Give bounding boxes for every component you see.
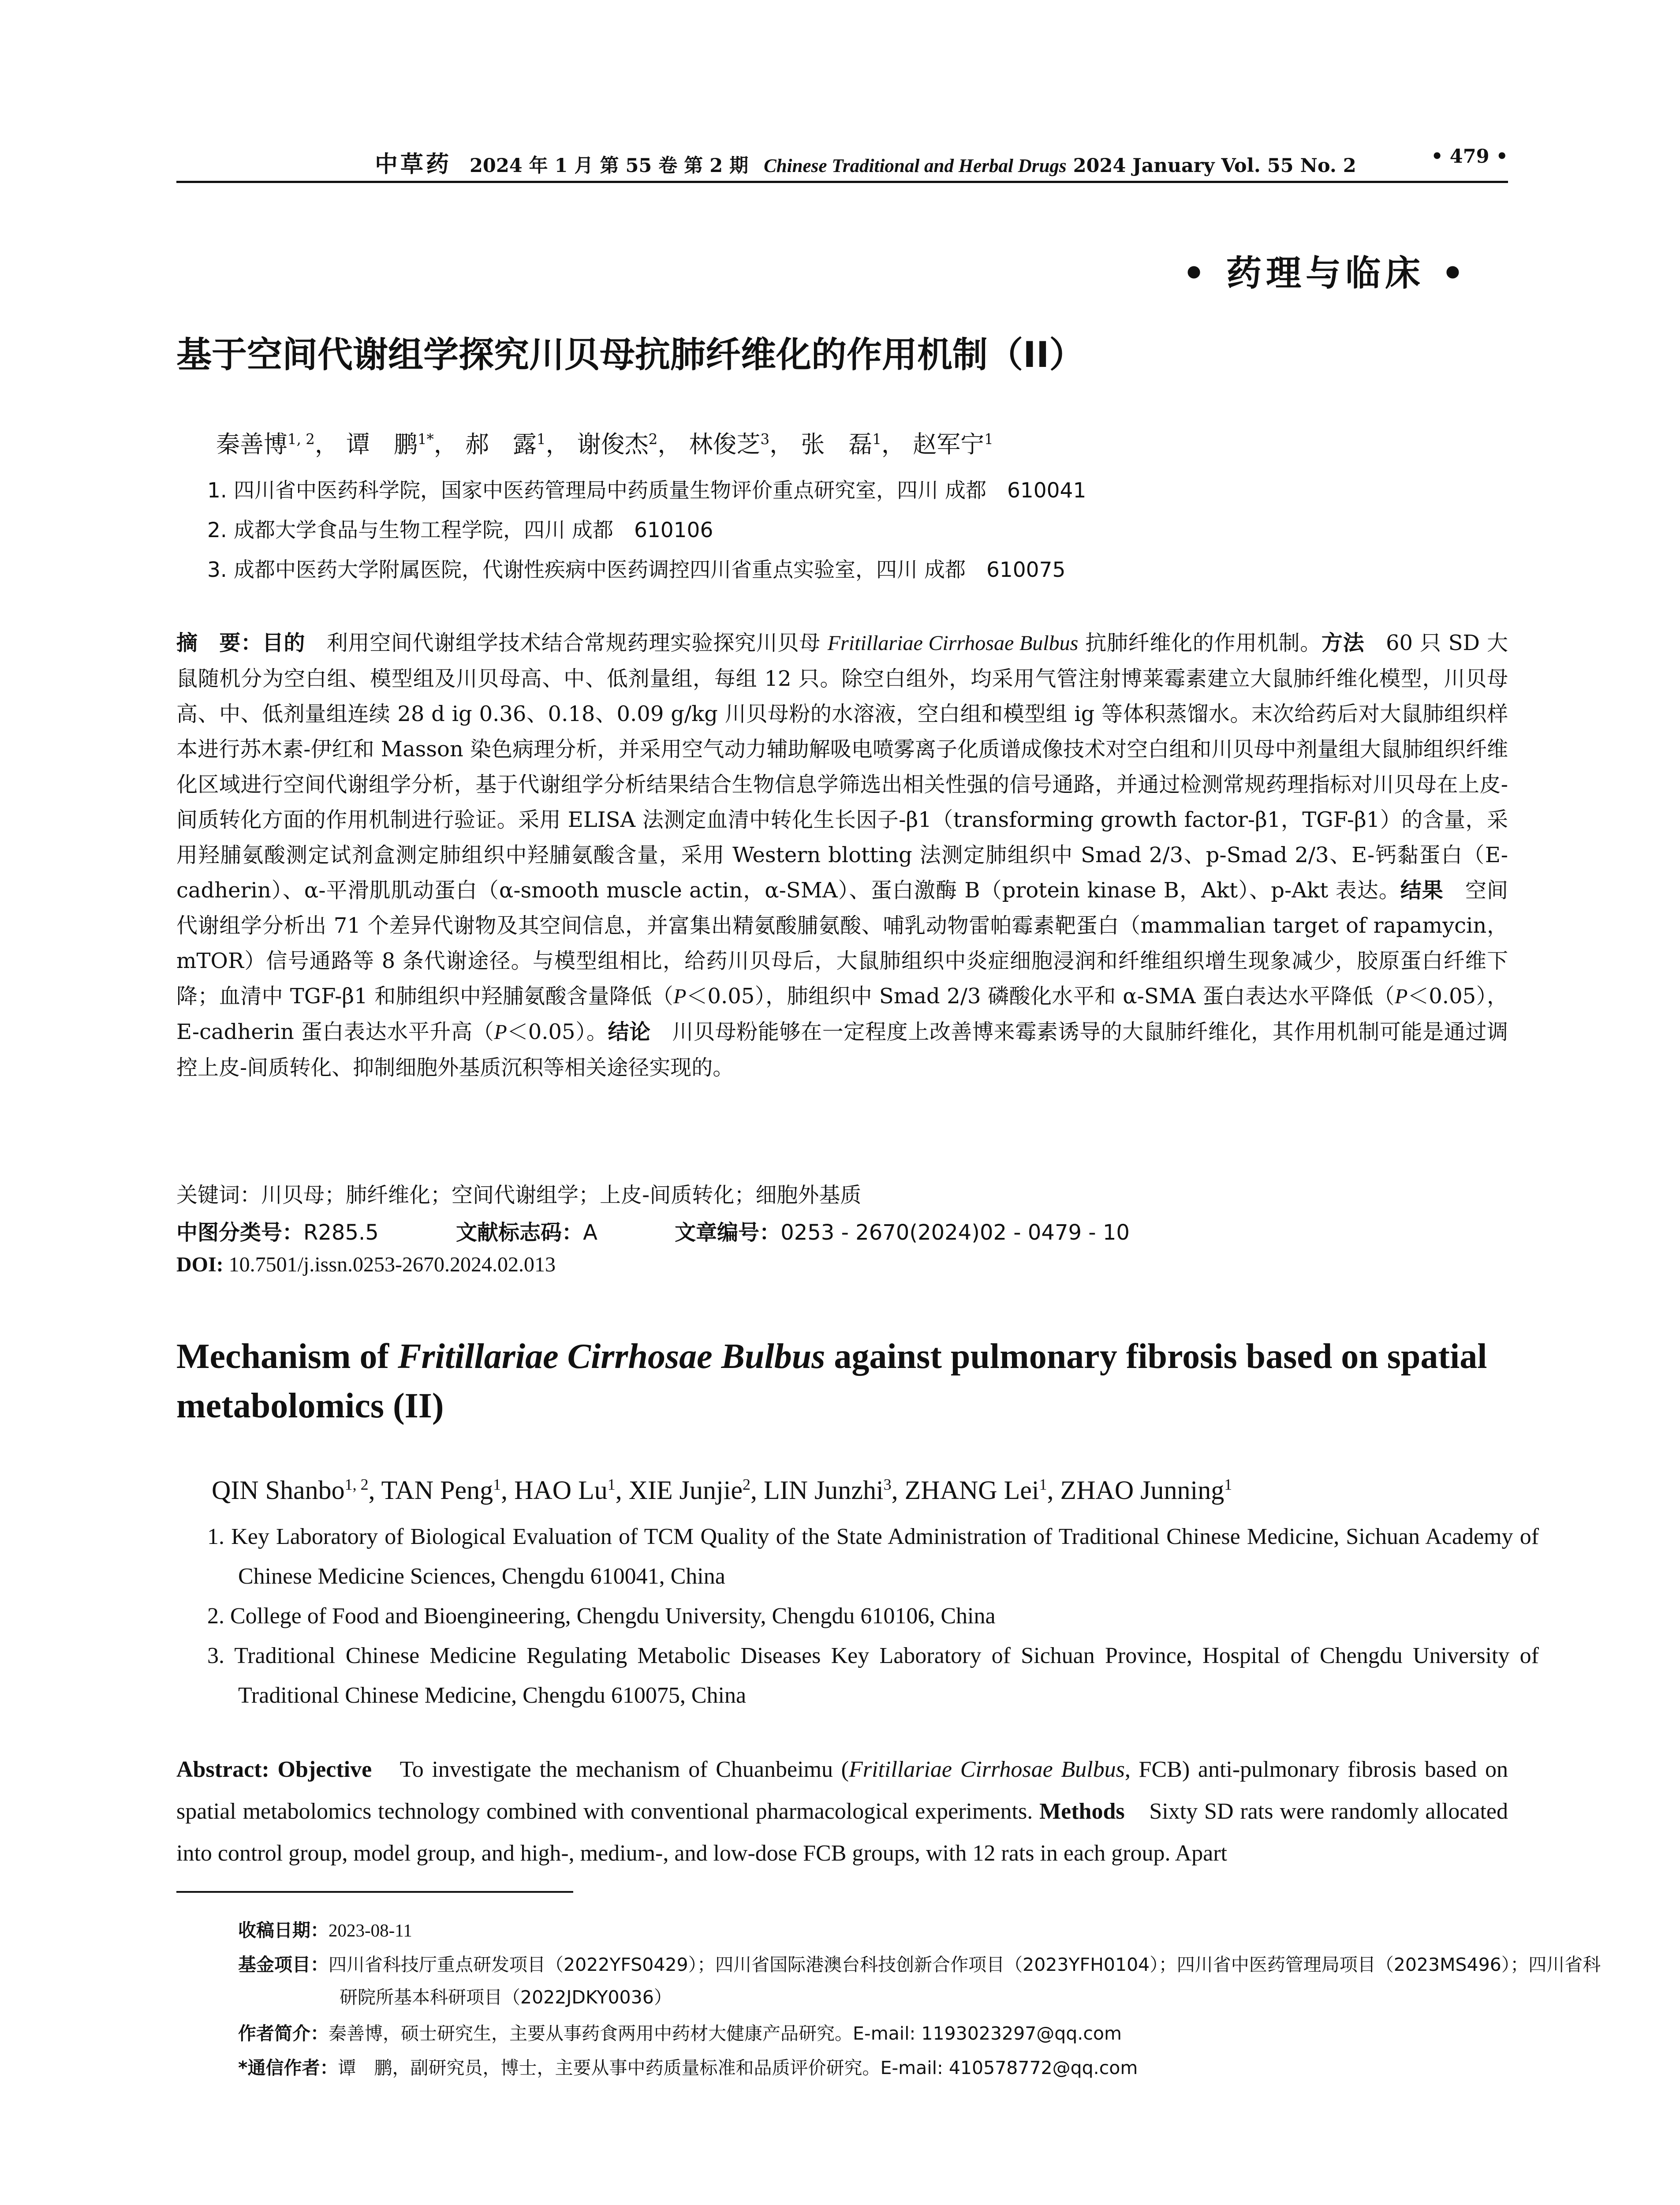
affiliation-en-1: 1. Key Laboratory of Biological Evaluation of TCM Quality of the State Administration of Traditional Chinese Medicine, Sichuan Academy of Chinese Medicine Sciences, Chengdu 610041, China [207, 1524, 1539, 1589]
abstract-en: Abstract: Objective To investigate the mechanism of Chuanbeimu (Fritillariae Cirrhosae Bulbus, FCB) anti-pulmonary fibrosis based on spatial metabolomics technology combined with conventional pharmacological experiments. Methods Sixty SD rats were randomly allocated into control group, model group, and high-, medium-, and low-dose FCB groups, with 12 rats in each group. Apart [176, 1757, 1508, 1866]
footnote-rule [176, 1891, 573, 1893]
page-number: • 479 • [1431, 146, 1508, 168]
abstract-en-label: Abstract: Objective [176, 1757, 372, 1782]
author-cn: 张 磊$^1$ [801, 430, 881, 458]
author-en: TAN Peng$^1$ [381, 1476, 501, 1505]
doi: DOI: 10.7501/j.issn.0253-2670.2024.02.013 [176, 1253, 556, 1276]
methods-en-label: Methods [1039, 1799, 1125, 1824]
author-en: HAO Lu$^1$ [514, 1476, 616, 1505]
journal-name-cn: 中草药 [375, 151, 452, 178]
author-cn: 赵军宁$^1$ [913, 430, 993, 458]
author-cn: 谢俊杰$^2$ [577, 430, 658, 458]
footnote-fund: 基金项目：四川省科技厅重点研发项目（2022YFS0429）；四川省国际港澳台科技创新合作项目（2023YFH0104）；四川省中医药管理局项目（2023MS496）；四川省科研院所基本科研项目（2022JDKY0036） [238, 1954, 1601, 2008]
author-en: QIN Shanbo$^{1, 2}$ [212, 1476, 369, 1505]
issue-cn: 2024 年 1 月 第 55 卷 第 2 期 [470, 155, 749, 177]
clc-number: 中图分类号：R285.5 [176, 1220, 379, 1245]
abstract-label: 摘 要： [176, 631, 262, 655]
affiliation-cn-1: 1. 四川省中医药科学院，国家中医药管理局中药质量生物评价重点研究室，四川 成都 610041 [207, 478, 1086, 503]
classification-line [176, 1215, 1130, 1246]
author-en: XIE Junjie$^2$ [628, 1476, 750, 1505]
affiliation-cn-3: 3. 成都中医药大学附属医院，代谢性疾病中医药调控四川省重点实验室，四川 成都 610075 [207, 558, 1066, 582]
author-cn: 林俊芝$^3$ [689, 430, 770, 458]
objective-label: 目的 [262, 631, 306, 655]
article-number: 文章编号：0253 - 2670(2024)02 - 0479 - 10 [675, 1220, 1130, 1245]
conclusion-label: 结论 [608, 1020, 651, 1044]
running-header-left [375, 146, 1356, 179]
title-cn: 基于空间代谢组学探究川贝母抗肺纤维化的作用机制（II） [176, 334, 1085, 375]
running-header [176, 132, 1508, 183]
footnote-corresponding: *通信作者：谭 鹏，副研究员，博士，主要从事中药质量标准和品质评价研究。E-mail: 410578772@qq.com [238, 2057, 1138, 2078]
section-label: • 药理与临床 • [1183, 252, 1468, 294]
journal-name-en: Chinese Traditional and Herbal Drugs [764, 156, 1067, 176]
authors-cn: 秦善博$^{1, 2}$， 谭 鹏$^{1*}$， 郝 露$^1$， 谢俊杰$^2$， 林俊芝$^3$， 张 磊$^1$， 赵军宁$^1$ [216, 430, 993, 458]
abstract-cn: 摘 要：目的 利用空间代谢组学技术结合常规药理实验探究川贝母 Fritillariae Cirrhosae Bulbus 抗肺纤维化的作用机制。方法 60 只 SD 大鼠随机分为空白组、模型组及川贝母高、中、低剂量组，每组 12 只。除空白组外，均采用气管注射博莱霉素建立大鼠肺纤维化模型，川贝母高、中、低剂量组连续 28 d ig 0.36、0.18、0.09 g/kg 川贝母粉的水溶液，空白组和模型组 ig 等体积蒸馏水。末次给药后对大鼠肺组织样本进行苏木素-伊红和 Masson 染色病理分析，并采用空气动力辅助解吸电喷雾离子化质谱成像技术对空白组和川贝母中剂量组大鼠肺组织纤维化区域进行空间代谢组学分析，基于代谢组学分析结果结合生物信息学筛选出相关性强的信号通路，并通过检测常规药理指标对川贝母在上皮-间质转化方面的作用机制进行验证。采用 ELISA 法测定血清中转化生长因子-β1（transforming growth factor-β1，TGF-β1）的含量，采用羟脯氨酸测定试剂盒测定肺组织中羟脯氨酸含量，采用 Western blotting 法测定肺组织中 Smad 2/3、p-Smad 2/3、E-钙黏蛋白（E-cadherin）、α-平滑肌肌动蛋白（α-smooth muscle actin，α-SMA）、蛋白激酶 B（protein kinase B，Akt）、p-Akt 表达。结果 空间代谢组学分析出 71 个差异代谢物及其空间信息，并富集出精氨酸脯氨酸、哺乳动物雷帕霉素靶蛋白（mammalian target of rapamycin，mTOR）信号通路等 8 条代谢途径。与模型组相比，给药川贝母后，大鼠肺组织中炎症细胞浸润和纤维组织增生现象减少，胶原蛋白纤维下降；血清中 TGF-β1 和肺组织中羟脯氨酸含量降低（P＜0.05），肺组织中 Smad 2/3 磷酸化水平和 α-SMA 蛋白表达水平降低（P＜0.05），E-cadherin 蛋白表达水平升高（P＜0.05）。结论 川贝母粉能够在一定程度上改善博来霉素诱导的大鼠肺纤维化，其作用机制可能是通过调控上皮-间质转化、抑制细胞外基质沉积等相关途径实现的。 [176, 631, 1508, 1080]
authors-en: QIN Shanbo$^{1, 2}$, TAN Peng$^1$, HAO Lu$^1$, XIE Junjie$^2$, LIN Junzhi$^3$, ZHANG Lei$^1$, ZHAO Junning$^1$ [212, 1476, 1232, 1505]
affiliation-cn-2: 2. 成都大学食品与生物工程学院，四川 成都 610106 [207, 518, 713, 542]
keywords-cn [176, 1177, 1508, 1213]
footnote-received: 收稿日期：2023-08-11 [238, 1920, 412, 1941]
author-en: LIN Junzhi$^3$ [764, 1476, 892, 1505]
affiliation-en-3: 3. Traditional Chinese Medicine Regulating Metabolic Diseases Key Laboratory of Sichuan Province, Hospital of Chengdu University of Traditional Chinese Medicine, Chengdu 610075, China [207, 1643, 1539, 1708]
results-label: 结果 [1400, 878, 1444, 903]
affiliation-en-2: 2. College of Food and Bioengineering, Chengdu University, Chengdu 610106, China [207, 1603, 996, 1629]
issue-en: 2024 January Vol. 55 No. 2 [1073, 155, 1356, 177]
footnote-author: 作者简介：秦善博，硕士研究生，主要从事药食两用中药材大健康产品研究。E-mail: 1193023297@qq.com [238, 2023, 1122, 2044]
methods-label: 方法 [1321, 631, 1365, 655]
author-cn: 秦善博$^{1, 2}$ [216, 430, 315, 458]
author-en: ZHANG Lei$^1$ [904, 1476, 1047, 1505]
title-en: Mechanism of Fritillariae Cirrhosae Bulbus against pulmonary fibrosis based on spatial metabolomics (II) [176, 1337, 1487, 1425]
keywords-label: 关键词： [176, 1183, 261, 1207]
keywords-text: 川贝母；肺纤维化；空间代谢组学；上皮-间质转化；细胞外基质 [261, 1183, 862, 1207]
author-cn: 郝 露$^1$ [465, 430, 546, 458]
author-cn: 谭 鹏$^{1*}$ [346, 430, 434, 458]
author-en: ZHAO Junning$^1$ [1060, 1476, 1232, 1505]
document-code: 文献标志码：A [456, 1220, 597, 1245]
doi-value[interactable]: 10.7501/j.issn.0253-2670.2024.02.013 [228, 1253, 556, 1276]
